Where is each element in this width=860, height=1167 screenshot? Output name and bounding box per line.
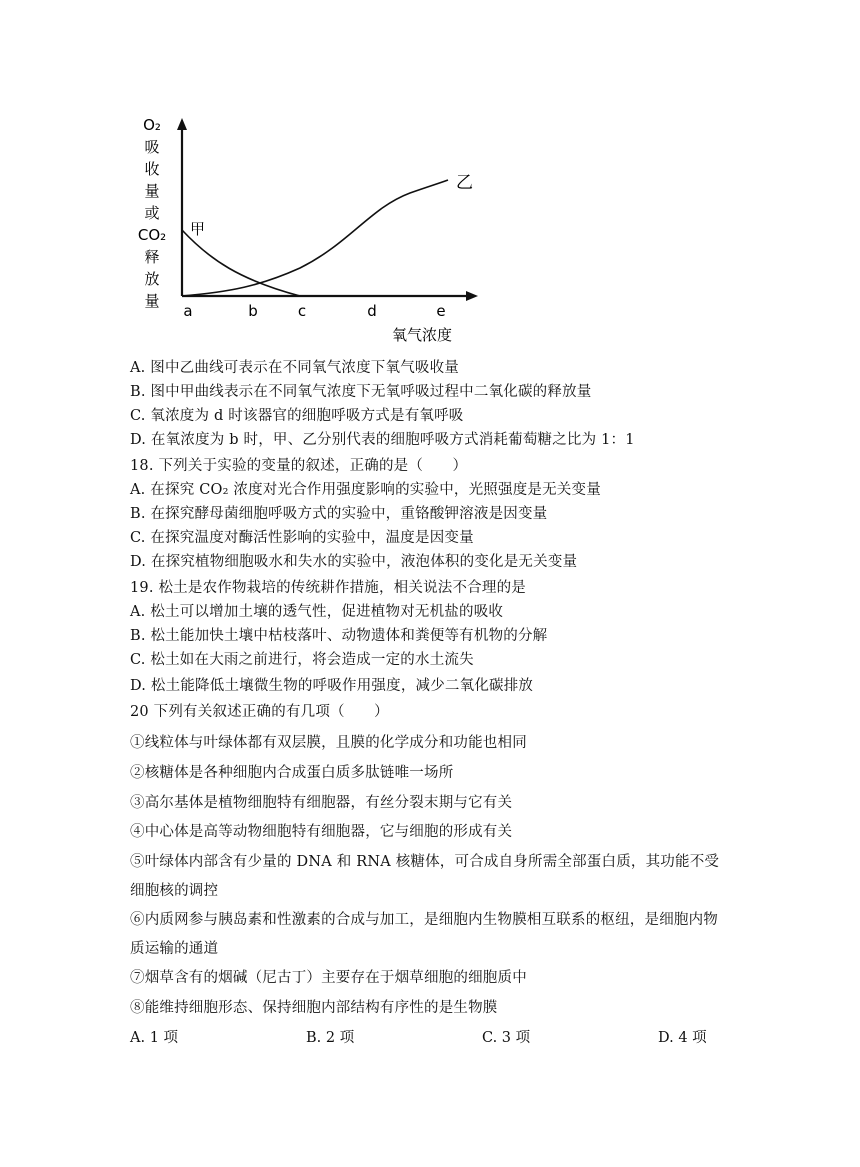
q19-option-a: A. 松土可以增加土壤的透气性，促进植物对无机盐的吸收 <box>130 604 504 620</box>
q20-statement: ④中心体是高等动物细胞特有细胞器，它与细胞的形成有关 <box>130 824 513 840</box>
q20-option-c: C. 3 项 <box>482 1030 531 1046</box>
q20-statement: ⑤叶绿体内部含有少量的 DNA 和 RNA 核糖体，可合成自身所需全部蛋白质，其功能不受 <box>130 854 720 870</box>
q19-stem: 19. 松土是农作物栽培的传统耕作措施，相关说法不合理的是 <box>130 580 526 596</box>
y-axis-char: 量 <box>144 182 160 200</box>
q20-option-b: B. 2 项 <box>306 1030 355 1046</box>
q19-option-b: B. 松土能加快土壤中枯枝落叶、动物遗体和粪便等有机物的分解 <box>130 628 548 644</box>
x-axis-label: 氧气浓度 <box>392 326 453 344</box>
q20-statement: ③高尔基体是植物细胞特有细胞器，有丝分裂末期与它有关 <box>130 795 513 811</box>
q17-option-b: B. 图中甲曲线表示在不同氧气浓度下无氧呼吸过程中二氧化碳的释放量 <box>130 384 592 400</box>
q20-statement: ②核糖体是各种细胞内合成蛋白质多肽链唯一场所 <box>130 765 454 781</box>
x-tick: d <box>367 302 377 320</box>
x-tick: a <box>183 302 193 320</box>
y-axis-char: 收 <box>144 160 160 178</box>
q18-stem: 18. 下列关于实验的变量的叙述，正确的是（ ） <box>130 458 468 474</box>
curve-yi-label: 乙 <box>456 173 473 193</box>
y-axis-char: 释 <box>144 248 160 266</box>
oxygen-concentration-figure <box>130 108 490 348</box>
q17-option-d: D. 在氧浓度为 b 时，甲、乙分别代表的细胞呼吸方式消耗葡萄糖之比为 1：1 <box>130 432 635 448</box>
y-axis-char: 量 <box>144 292 160 310</box>
q18-option-b: B. 在探究酵母菌细胞呼吸方式的实验中，重铬酸钾溶液是因变量 <box>130 506 548 522</box>
q20-statement: ⑦烟草含有的烟碱（尼古丁）主要存在于烟草细胞的细胞质中 <box>130 970 527 986</box>
q20-option-a: A. 1 项 <box>130 1030 179 1046</box>
q17-option-a: A. 图中乙曲线可表示在不同氧气浓度下氧气吸收量 <box>130 360 459 376</box>
respiration-graph <box>130 108 490 348</box>
q18-option-c: C. 在探究温度对酶活性影响的实验中，温度是因变量 <box>130 530 474 546</box>
q18-option-d: D. 在探究植物细胞吸水和失水的实验中，液泡体积的变化是无关变量 <box>130 554 578 570</box>
q20-statement-cont: 细胞核的调控 <box>130 883 219 899</box>
x-tick: c <box>297 302 307 320</box>
q20-statement-cont: 质运输的通道 <box>130 941 219 957</box>
curve-jia-label: 甲 <box>190 220 206 238</box>
q17-option-c: C. 氧浓度为 d 时该器官的细胞呼吸方式是有氧呼吸 <box>130 408 464 424</box>
q18-option-a: A. 在探究 CO₂ 浓度对光合作用强度影响的实验中，光照强度是无关变量 <box>130 482 601 498</box>
q20-stem: 20 下列有关叙述正确的有几项（ ） <box>130 704 389 720</box>
q19-option-d: D. 松土能降低土壤微生物的呼吸作用强度，减少二氧化碳排放 <box>130 678 534 694</box>
q20-option-d: D. 4 项 <box>658 1030 707 1046</box>
y-axis-char: 放 <box>144 270 160 288</box>
curve-jia <box>182 230 300 296</box>
y-axis-char: 或 <box>144 204 160 222</box>
q20-statement: ①线粒体与叶绿体都有双层膜，且膜的化学成分和功能也相同 <box>130 735 527 751</box>
curve-yi <box>182 180 448 296</box>
q19-option-c: C. 松土如在大雨之前进行，将会造成一定的水土流失 <box>130 652 474 668</box>
q20-statement: ⑧能维持细胞形态、保持细胞内部结构有序性的是生物膜 <box>130 1000 498 1016</box>
q20-statement: ⑥内质网参与胰岛素和性激素的合成与加工，是细胞内生物膜相互联系的枢纽，是细胞内物 <box>130 912 718 928</box>
x-axis-arrow <box>466 291 478 301</box>
x-tick: b <box>248 302 258 320</box>
x-tick: e <box>436 302 446 320</box>
y-axis-arrow <box>177 118 187 130</box>
y-axis-char: O₂ <box>143 116 161 134</box>
y-axis-char: CO₂ <box>137 226 167 244</box>
y-axis-char: 吸 <box>144 138 160 156</box>
